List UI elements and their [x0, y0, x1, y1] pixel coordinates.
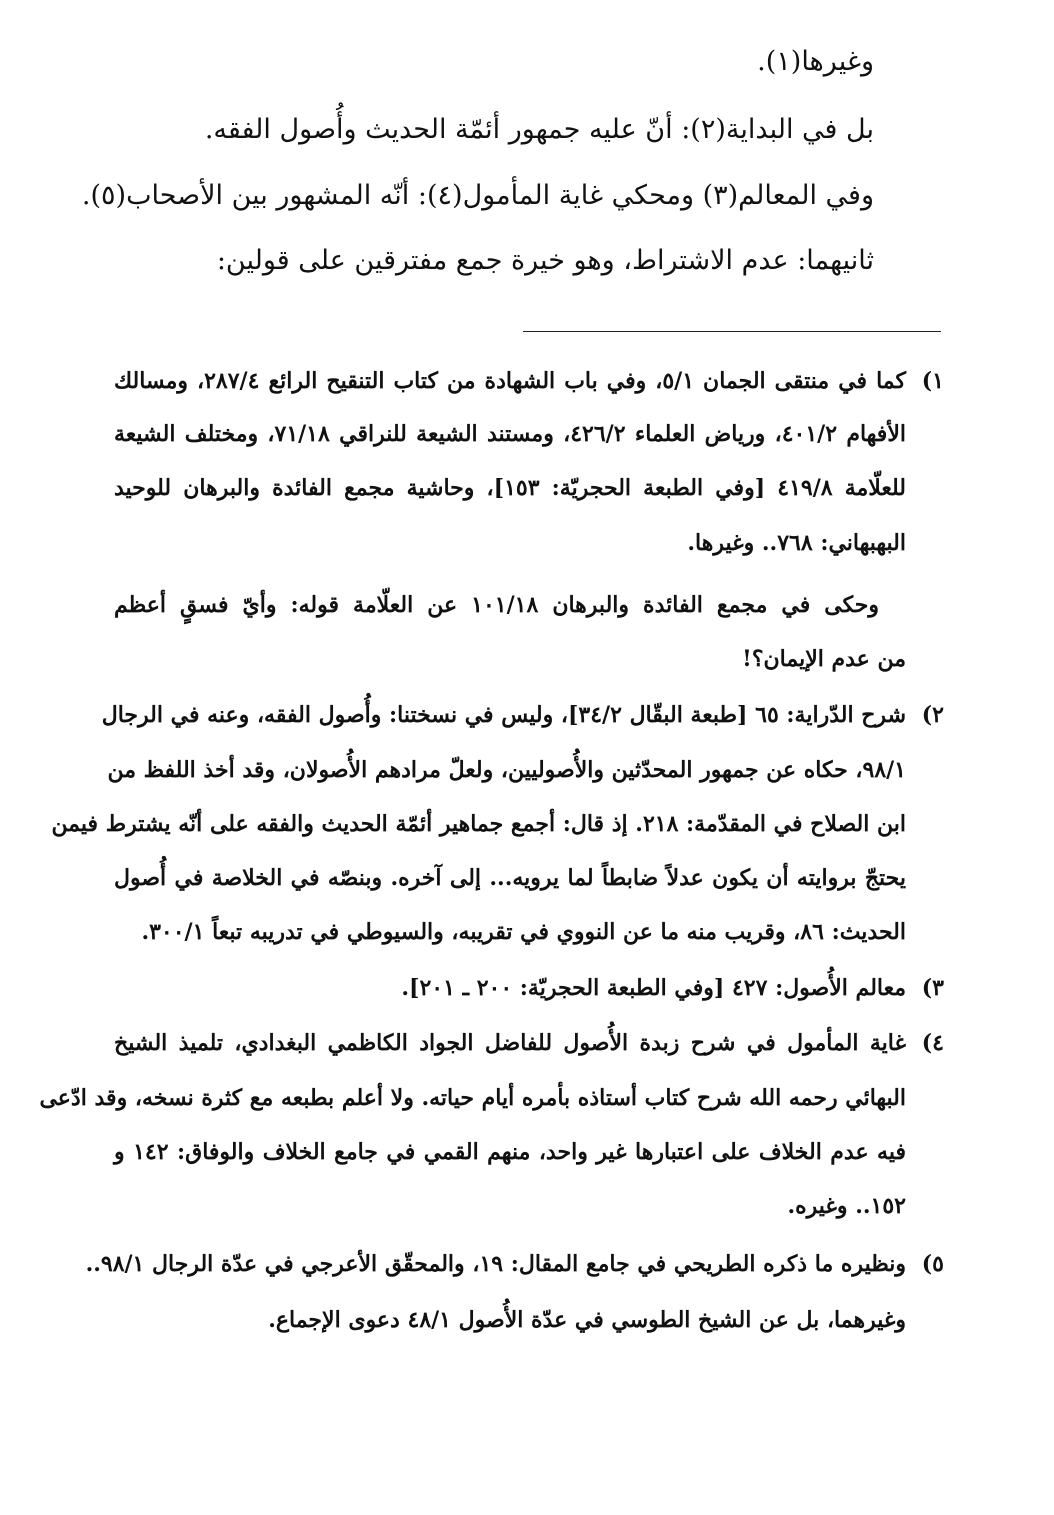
footnote-line: الأفهام ٤٠١/٢، ورياض العلماء ٤٢٦/٢، ومستند الشيعة للنراقي ٧١/١٨، ومختلف الشيعة — [114, 421, 906, 447]
footnote-line: فيه عدم الخلاف على اعتبارها غير واحد، منهم القمي في جامع الخلاف والوفاق: ١٤٢ و — [114, 1139, 906, 1165]
main-text-line-4: ثانيهما: عدم الاشتراط، وهو خيرة جمع مفترقين على قولين: — [216, 245, 874, 276]
footnote-line: الحديث: ٨٦، وقريب منه ما عن النووي في تقريبه، والسيوطي في تدريبه تبعاً ٣٠٠/١. — [141, 919, 906, 945]
footnote-line: ١٥٢.. وغيره. — [787, 1193, 906, 1219]
footnote-line: البهبهاني: ٧٦٨.. وغيرها. — [687, 530, 906, 556]
main-text-line-2: بل في البداية(٢): أنّ عليه جمهور أئمّة الحديث وأُصول الفقه. — [204, 114, 874, 145]
footnote-line: البهائي رحمه الله شرح كتاب أستاذه بأمره أيام حياته. ولا أعلم بطبعه مع كثرة نسخه، وقد ادّعى — [39, 1085, 906, 1111]
footnote-number: ٣) — [921, 975, 944, 1001]
footnote-number: ٥) — [921, 1251, 944, 1277]
footnote-line: شرح الدّراية: ٦٥ [طبعة البقّال ٣٤/٢]، وليس في نسختنا: وأُصول الفقه، وعنه في الرجال — [101, 702, 906, 728]
footnote-line: للعلّامة ٤١٩/٨ [وفي الطبعة الحجريّة: ١٥٣]، وحاشية مجمع الفائدة والبرهان للوحيد — [114, 475, 907, 501]
footnote-number: ١) — [921, 368, 944, 394]
footnote-line: يحتجّ بروايته أن يكون عدلاً ضابطاً لما يرويه... إلى آخره. وبنصّه في الخلاصة في أُصول — [114, 865, 906, 891]
footnote-line: وحكى في مجمع الفائدة والبرهان ١٠١/١٨ عن العلّامة قوله: وأيّ فسقٍ أعظم — [114, 592, 880, 618]
footnote-line: ونظيره ما ذكره الطريحي في جامع المقال: ١٩، والمحقّق الأعرجي في عدّة الرجال ٩٨/١.. — [85, 1251, 906, 1277]
footnote-separator — [523, 331, 941, 332]
footnote-line: غاية المأمول في شرح زبدة الأُصول للفاضل الجواد الكاظمي البغدادي، تلميذ الشيخ — [114, 1030, 906, 1056]
footnote-line: وغيرهما، بل عن الشيخ الطوسي في عدّة الأُصول ٤٨/١ دعوى الإجماع. — [268, 1307, 906, 1333]
footnote-line: معالم الأُصول: ٤٢٧ [وفي الطبعة الحجريّة: ٢٠٠ ـ ٢٠١]. — [401, 975, 906, 1001]
footnote-number: ٤) — [921, 1030, 944, 1056]
footnote-line: ٩٨/١، حكاه عن جمهور المحدّثين والأُصوليين، ولعلّ مرادهم الأُصولان، وقد أخذ اللفظ من — [107, 757, 906, 783]
footnote-line: كما في منتقى الجمان ٥/١، وفي باب الشهادة من كتاب التنقيح الرائع ٢٨٧/٤، ومسالك — [114, 368, 906, 394]
main-text-line-1: وغيرها(١). — [757, 46, 874, 77]
footnote-number: ٢) — [921, 702, 944, 728]
footnote-line: ابن الصلاح في المقدّمة: ٢١٨. إذ قال: أجمع جماهير أئمّة الحديث والفقه على أنّه يشترط فيمن — [51, 811, 906, 837]
main-text-line-3: وفي المعالم(٣) ومحكي غاية المأمول(٤): أنّه المشهور بين الأصحاب(٥). — [81, 180, 874, 211]
footnote-line: من عدم الإيمان؟! — [742, 646, 906, 672]
